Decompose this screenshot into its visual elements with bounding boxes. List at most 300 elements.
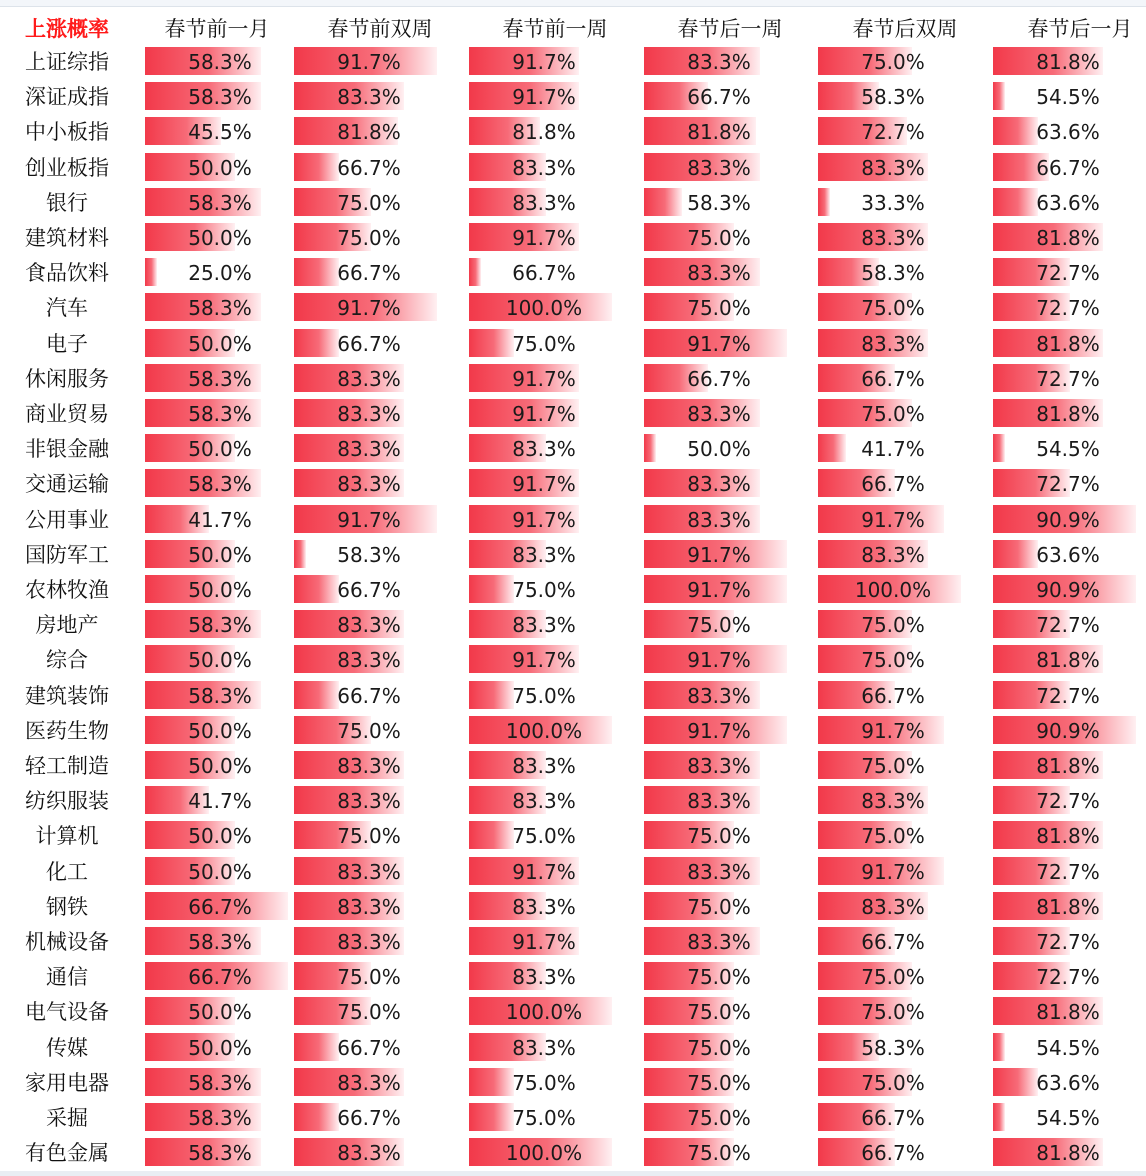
data-cell	[818, 223, 968, 251]
data-cell	[818, 47, 968, 75]
data-label: 72.7%	[1036, 366, 1100, 391]
data-cell	[993, 47, 1143, 75]
data-cell	[993, 117, 1143, 145]
row-label: 轻工制造	[25, 754, 109, 778]
data-cell	[145, 610, 295, 638]
data-label: 83.3%	[512, 190, 576, 215]
data-label: 58.3%	[188, 930, 252, 954]
data-label: 72.7%	[1036, 613, 1100, 638]
data-cell	[644, 1103, 794, 1131]
data-label: 75.0%	[687, 894, 751, 919]
data-label: 66.7%	[188, 894, 252, 919]
data-cell	[145, 399, 295, 427]
data-label: 100.0%	[505, 718, 583, 743]
data-cell	[644, 364, 794, 392]
data-label: 83.3%	[337, 859, 401, 884]
data-label: 91.7%	[861, 718, 925, 743]
row-label: 汽车	[46, 296, 88, 321]
data-cell	[644, 258, 794, 286]
data-label: 72.7%	[1036, 859, 1100, 884]
data-cell	[993, 329, 1143, 357]
data-label: 81.8%	[1036, 754, 1100, 778]
data-label: 91.7%	[512, 366, 576, 391]
data-cell	[644, 1033, 794, 1061]
data-cell	[644, 997, 794, 1025]
data-cell	[294, 997, 444, 1025]
data-label: 91.7%	[861, 859, 925, 884]
data-cell	[993, 681, 1143, 709]
data-cell	[294, 1033, 444, 1061]
data-label: 63.6%	[1036, 120, 1100, 145]
data-label: 83.3%	[337, 1070, 401, 1095]
bottom-border	[0, 1171, 1146, 1176]
data-label: 81.8%	[1036, 1000, 1100, 1025]
row-label: 公用事业	[25, 507, 109, 532]
data-label: 63.6%	[1036, 542, 1100, 567]
data-cell	[993, 1033, 1143, 1061]
data-label: 83.3%	[687, 507, 751, 532]
data-cell	[993, 434, 1143, 462]
data-label: 50.0%	[188, 1000, 252, 1025]
data-label: 75.0%	[687, 1035, 751, 1060]
data-cell	[294, 575, 444, 603]
data-cell	[294, 399, 444, 427]
data-label: 66.7%	[337, 683, 401, 708]
data-label: 83.3%	[687, 754, 751, 778]
data-cell	[818, 610, 968, 638]
data-cell	[644, 399, 794, 427]
data-cell	[818, 1068, 968, 1096]
data-cell	[145, 751, 295, 779]
data-cell	[993, 857, 1143, 885]
data-label: 66.7%	[861, 1106, 925, 1130]
data-cell	[145, 82, 295, 110]
data-label: 83.3%	[337, 754, 401, 778]
data-label: 91.7%	[861, 507, 925, 532]
row-label: 电子	[46, 331, 88, 356]
data-cell	[469, 469, 619, 497]
data-label: 41.7%	[188, 507, 252, 532]
row-label: 建筑装饰	[25, 683, 109, 708]
data-label: 72.7%	[861, 120, 925, 145]
data-label: 75.0%	[861, 824, 925, 849]
data-label: 81.8%	[337, 120, 401, 145]
data-label: 58.3%	[188, 1070, 252, 1095]
row-label: 机械设备	[25, 930, 109, 954]
data-cell	[644, 223, 794, 251]
data-cell	[469, 610, 619, 638]
data-cell	[145, 786, 295, 814]
data-cell	[294, 962, 444, 990]
data-label: 83.3%	[861, 542, 925, 567]
data-label: 81.8%	[512, 120, 576, 145]
data-cell	[993, 469, 1143, 497]
data-cell	[294, 188, 444, 216]
data-label: 83.3%	[337, 1141, 401, 1166]
data-cell	[993, 645, 1143, 673]
data-label: 83.3%	[337, 85, 401, 110]
data-cell	[469, 927, 619, 955]
data-label: 75.0%	[337, 718, 401, 743]
data-cell	[469, 575, 619, 603]
data-cell	[469, 117, 619, 145]
data-label: 66.7%	[687, 366, 751, 391]
data-label: 83.3%	[512, 1035, 576, 1060]
data-cell	[993, 364, 1143, 392]
data-label: 66.7%	[512, 261, 576, 286]
data-label: 50.0%	[188, 859, 252, 884]
column-header: 春节后双周	[852, 17, 958, 41]
row-label: 综合	[46, 648, 88, 673]
data-label: 83.3%	[687, 930, 751, 954]
data-label: 72.7%	[1036, 261, 1100, 286]
data-label: 75.0%	[512, 824, 576, 849]
data-cell	[145, 997, 295, 1025]
data-label: 72.7%	[1036, 683, 1100, 708]
data-cell	[294, 469, 444, 497]
column-header: 春节前一周	[502, 17, 608, 41]
data-cell	[993, 927, 1143, 955]
data-cell	[469, 223, 619, 251]
data-label: 83.3%	[337, 789, 401, 814]
data-label: 75.0%	[687, 1070, 751, 1095]
data-cell	[294, 1103, 444, 1131]
data-cell	[644, 927, 794, 955]
data-cell	[294, 716, 444, 744]
data-label: 58.3%	[188, 85, 252, 110]
data-label: 83.3%	[337, 472, 401, 497]
data-cell	[294, 645, 444, 673]
data-cell	[145, 927, 295, 955]
data-cell	[993, 786, 1143, 814]
data-label: 75.0%	[337, 226, 401, 250]
data-label: 91.7%	[512, 402, 576, 426]
data-cell	[644, 575, 794, 603]
data-cell	[818, 1033, 968, 1061]
data-label: 58.3%	[188, 366, 252, 391]
data-cell	[993, 223, 1143, 251]
data-label: 66.7%	[861, 472, 925, 497]
data-label: 75.0%	[337, 824, 401, 849]
data-cell	[644, 962, 794, 990]
data-cell	[644, 153, 794, 181]
data-label: 66.7%	[337, 1106, 401, 1130]
data-label: 58.3%	[188, 1106, 252, 1130]
data-cell	[818, 927, 968, 955]
data-label: 91.7%	[337, 507, 401, 532]
data-cell	[993, 258, 1143, 286]
data-label: 58.3%	[188, 402, 252, 426]
row-label: 食品饮料	[25, 261, 109, 286]
data-label: 81.8%	[687, 120, 751, 145]
row-label: 交通运输	[25, 472, 109, 497]
data-label: 81.8%	[1036, 1141, 1100, 1166]
data-cell	[644, 821, 794, 849]
data-label: 75.0%	[512, 683, 576, 708]
data-label: 58.3%	[861, 261, 925, 286]
data-label: 63.6%	[1036, 1070, 1100, 1095]
data-label: 50.0%	[188, 155, 252, 180]
data-label: 83.3%	[337, 437, 401, 462]
data-cell	[145, 1138, 295, 1166]
data-cell	[469, 540, 619, 568]
data-cell	[145, 540, 295, 568]
data-label: 75.0%	[512, 331, 576, 356]
data-cell	[294, 117, 444, 145]
data-label: 66.7%	[188, 965, 252, 990]
data-cell	[294, 47, 444, 75]
data-cell	[145, 857, 295, 885]
data-label: 50.0%	[188, 437, 252, 462]
data-cell	[993, 610, 1143, 638]
row-label: 商业贸易	[25, 402, 109, 426]
data-cell	[644, 681, 794, 709]
data-label: 45.5%	[188, 120, 252, 145]
data-label: 75.0%	[861, 965, 925, 990]
data-cell	[993, 962, 1143, 990]
data-label: 91.7%	[512, 472, 576, 497]
data-cell	[469, 997, 619, 1025]
row-label: 化工	[46, 859, 88, 884]
data-label: 91.7%	[512, 507, 576, 532]
data-label: 58.3%	[861, 85, 925, 110]
data-label: 66.7%	[861, 930, 925, 954]
data-label: 75.0%	[687, 1141, 751, 1166]
data-cell	[818, 1138, 968, 1166]
data-label: 83.3%	[337, 613, 401, 638]
data-cell	[294, 329, 444, 357]
data-label: 58.3%	[861, 1035, 925, 1060]
data-label: 91.7%	[687, 718, 751, 743]
data-label: 100.0%	[505, 1000, 583, 1025]
row-label: 医药生物	[25, 718, 109, 743]
data-label: 91.7%	[512, 226, 576, 250]
data-label: 83.3%	[512, 155, 576, 180]
data-cell	[644, 610, 794, 638]
row-label: 房地产	[35, 613, 99, 638]
data-label: 75.0%	[512, 1070, 576, 1095]
data-label: 66.7%	[1036, 155, 1100, 180]
row-label: 创业板指	[25, 155, 109, 180]
data-cell	[294, 293, 444, 321]
data-cell	[294, 505, 444, 533]
data-label: 75.0%	[861, 296, 925, 321]
data-label: 50.0%	[188, 754, 252, 778]
data-label: 81.8%	[1036, 226, 1100, 250]
column-header: 春节前一月	[164, 17, 270, 41]
data-cell	[818, 399, 968, 427]
data-cell	[145, 293, 295, 321]
data-label: 54.5%	[1036, 437, 1100, 462]
row-label: 通信	[46, 965, 88, 990]
data-cell	[818, 645, 968, 673]
data-cell	[294, 82, 444, 110]
data-cell	[644, 329, 794, 357]
data-cell	[993, 293, 1143, 321]
data-cell	[993, 399, 1143, 427]
data-label: 75.0%	[861, 50, 925, 74]
data-label: 75.0%	[687, 1000, 751, 1025]
data-label: 75.0%	[687, 296, 751, 321]
data-label: 83.3%	[337, 894, 401, 919]
data-label: 83.3%	[861, 226, 925, 250]
data-label: 91.7%	[337, 50, 401, 74]
data-label: 58.3%	[188, 190, 252, 215]
data-label: 83.3%	[512, 894, 576, 919]
data-label: 66.7%	[861, 683, 925, 708]
data-label: 81.8%	[1036, 331, 1100, 356]
data-label: 83.3%	[687, 402, 751, 426]
data-cell	[644, 786, 794, 814]
data-cell	[294, 153, 444, 181]
data-label: 58.3%	[188, 472, 252, 497]
data-cell	[294, 540, 444, 568]
row-label: 上证综指	[25, 50, 109, 74]
data-cell	[294, 751, 444, 779]
data-label: 83.3%	[512, 789, 576, 814]
data-label: 83.3%	[512, 437, 576, 462]
data-label: 91.7%	[512, 85, 576, 110]
data-label: 91.7%	[512, 648, 576, 673]
data-label: 50.0%	[188, 226, 252, 250]
data-cell	[469, 188, 619, 216]
data-cell	[469, 399, 619, 427]
data-label: 63.6%	[1036, 190, 1100, 215]
data-cell	[469, 645, 619, 673]
data-cell	[818, 188, 968, 216]
data-cell	[145, 645, 295, 673]
data-cell	[818, 821, 968, 849]
data-label: 83.3%	[512, 965, 576, 990]
data-cell	[145, 469, 295, 497]
data-cell	[294, 434, 444, 462]
row-label: 纺织服装	[25, 789, 109, 814]
data-label: 91.7%	[512, 859, 576, 884]
data-cell	[818, 1103, 968, 1131]
data-cell	[818, 962, 968, 990]
row-label: 建筑材料	[25, 226, 109, 250]
data-label: 58.3%	[188, 613, 252, 638]
data-cell	[818, 997, 968, 1025]
data-cell	[993, 505, 1143, 533]
data-label: 83.3%	[337, 366, 401, 391]
data-cell	[644, 716, 794, 744]
data-cell	[644, 469, 794, 497]
data-cell	[818, 857, 968, 885]
data-label: 72.7%	[1036, 965, 1100, 990]
data-label: 75.0%	[337, 1000, 401, 1025]
data-label: 91.7%	[337, 296, 401, 321]
data-label: 41.7%	[861, 437, 925, 462]
data-cell	[294, 821, 444, 849]
data-cell	[818, 153, 968, 181]
data-cell	[644, 1068, 794, 1096]
data-label: 81.8%	[1036, 648, 1100, 673]
data-label: 66.7%	[337, 155, 401, 180]
data-label: 91.7%	[512, 50, 576, 74]
data-label: 72.7%	[1036, 296, 1100, 321]
data-cell	[294, 223, 444, 251]
data-cell	[145, 1068, 295, 1096]
data-cell	[145, 575, 295, 603]
data-cell	[469, 821, 619, 849]
data-label: 75.0%	[861, 754, 925, 778]
data-cell	[145, 223, 295, 251]
data-label: 100.0%	[505, 296, 583, 321]
data-label: 100.0%	[854, 578, 932, 602]
data-cell	[145, 821, 295, 849]
data-cell	[145, 188, 295, 216]
data-label: 33.3%	[861, 190, 925, 215]
data-cell	[993, 821, 1143, 849]
data-cell	[993, 892, 1143, 920]
data-cell	[818, 82, 968, 110]
data-cell	[818, 469, 968, 497]
data-cell	[145, 1033, 295, 1061]
data-label: 66.7%	[861, 366, 925, 391]
data-label: 83.3%	[687, 261, 751, 286]
data-cell	[644, 540, 794, 568]
data-cell	[294, 786, 444, 814]
data-label: 90.9%	[1036, 718, 1100, 743]
data-cell	[993, 540, 1143, 568]
data-label: 75.0%	[861, 613, 925, 638]
data-cell	[145, 153, 295, 181]
data-cell	[469, 434, 619, 462]
data-label: 83.3%	[337, 930, 401, 954]
data-cell	[993, 1103, 1143, 1131]
data-label: 83.3%	[861, 894, 925, 919]
data-label: 83.3%	[337, 648, 401, 673]
data-cell	[818, 329, 968, 357]
data-cell	[818, 786, 968, 814]
data-label: 54.5%	[1036, 1035, 1100, 1060]
data-cell	[993, 716, 1143, 744]
data-cell	[644, 751, 794, 779]
data-cell	[294, 927, 444, 955]
data-label: 83.3%	[861, 789, 925, 814]
data-cell	[469, 786, 619, 814]
data-cell	[644, 188, 794, 216]
data-cell	[145, 434, 295, 462]
data-cell	[294, 1068, 444, 1096]
data-label: 75.0%	[687, 226, 751, 250]
data-cell	[818, 434, 968, 462]
data-cell	[644, 117, 794, 145]
data-cell	[145, 258, 295, 286]
row-label: 休闲服务	[25, 366, 109, 391]
data-cell	[469, 364, 619, 392]
data-cell	[818, 505, 968, 533]
row-label: 深证成指	[25, 85, 109, 110]
row-label: 国防军工	[25, 542, 109, 567]
data-cell	[818, 892, 968, 920]
data-label: 50.0%	[687, 437, 751, 462]
data-label: 83.3%	[337, 402, 401, 426]
data-cell	[818, 716, 968, 744]
data-cell	[145, 329, 295, 357]
data-cell	[993, 188, 1143, 216]
data-cell	[294, 857, 444, 885]
data-label: 25.0%	[188, 261, 252, 286]
data-label: 91.7%	[687, 578, 751, 602]
data-label: 90.9%	[1036, 507, 1100, 532]
data-cell	[469, 681, 619, 709]
data-cell	[145, 716, 295, 744]
data-label: 81.8%	[1036, 50, 1100, 74]
data-label: 83.3%	[687, 50, 751, 74]
data-cell	[469, 1103, 619, 1131]
